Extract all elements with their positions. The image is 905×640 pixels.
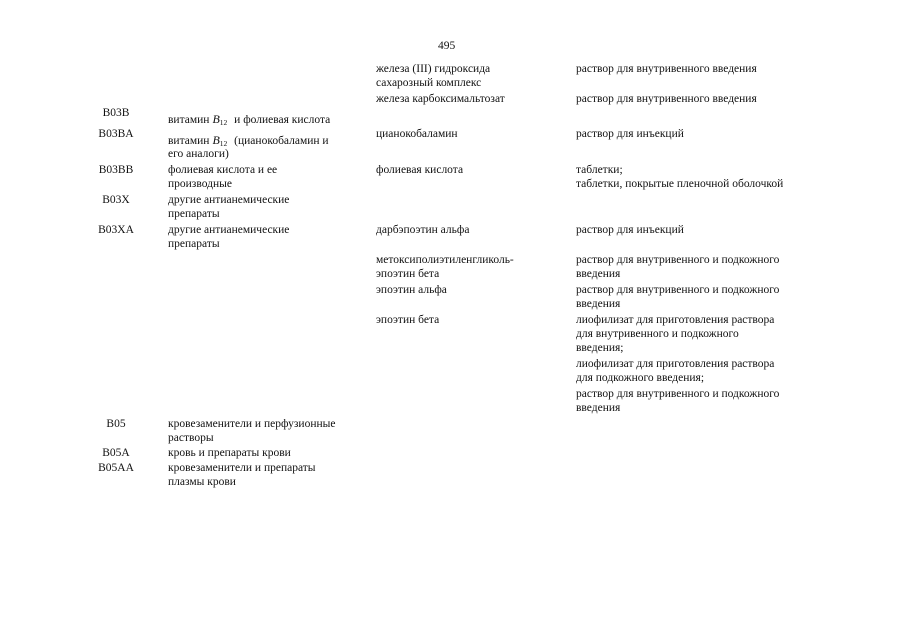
dosage-form: раствор для внутривенного и подкожного	[576, 284, 780, 296]
page-number: 495	[438, 40, 456, 52]
dosage-form: раствор для внутривенного введения	[576, 63, 757, 75]
substance-name: эпоэтин альфа	[376, 284, 447, 296]
atc-group-name: кровь и препараты крови	[168, 447, 291, 459]
dosage-form: введения	[576, 298, 621, 310]
substance-name: цианокобаламин	[376, 128, 458, 140]
name-prefix: витамин	[168, 114, 210, 126]
atc-group-name: кровезаменители и препараты	[168, 462, 316, 474]
dosage-form: лиофилизат для приготовления раствора	[576, 358, 775, 370]
dosage-form: лиофилизат для приготовления раствора	[576, 314, 775, 326]
atc-code: B03X	[102, 194, 130, 206]
atc-group-name-line: производные	[168, 178, 232, 190]
substance-name: фолиевая кислота	[376, 164, 464, 176]
substance-name: сахарозный комплекс	[376, 77, 482, 89]
name-suffix: и фолиевая кислота	[234, 114, 331, 126]
dosage-form: раствор для внутривенного введения	[576, 93, 757, 105]
dosage-form: для подкожного введения;	[576, 372, 705, 384]
dosage-form: введения;	[576, 342, 624, 354]
atc-group-name: другие антианемические	[168, 194, 290, 206]
atc-code: B03B	[102, 107, 130, 119]
atc-group-name: фолиевая кислота и ее	[168, 164, 278, 176]
atc-code: B05A	[102, 447, 130, 459]
substance-name: эпоэтин бета	[376, 314, 440, 326]
name-suffix: (цианокобаламин и	[234, 135, 329, 147]
substance-name: железа карбоксимальтозат	[376, 93, 505, 105]
dosage-form: введения	[576, 402, 621, 414]
atc-group-name-line: растворы	[168, 432, 214, 444]
dosage-form: введения	[576, 268, 621, 280]
dosage-form: таблетки, покрытые пленочной оболочкой	[576, 178, 784, 190]
vitamin-subscript: 12	[219, 118, 228, 127]
atc-code: B03BA	[98, 128, 134, 140]
atc-group-name: другие антианемические	[168, 224, 290, 236]
atc-group-name-line: препараты	[168, 238, 220, 250]
substance-name: железа (III) гидроксида	[376, 63, 491, 75]
substance-name: дарбэпоэтин альфа	[376, 224, 470, 236]
atc-code: B03XA	[98, 224, 134, 236]
dosage-form: раствор для внутривенного и подкожного	[576, 254, 780, 266]
substance-name: метоксиполиэтиленгликоль-	[376, 254, 514, 266]
dosage-form: для внутривенного и подкожного	[576, 328, 739, 340]
atc-group-name	[168, 113, 330, 130]
atc-group-name-line: его аналоги)	[168, 148, 229, 160]
vitamin-symbol: B	[212, 112, 220, 126]
dosage-form: таблетки;	[576, 164, 623, 176]
name-prefix: витамин	[168, 135, 210, 147]
atc-code: B03BB	[98, 164, 134, 176]
atc-group-name: кровезаменители и перфузионные	[168, 418, 336, 430]
atc-code: B05AA	[98, 462, 134, 474]
dosage-form: раствор для инъекций	[576, 128, 684, 140]
substance-name: эпоэтин бета	[376, 268, 440, 280]
atc-group-name-line: плазмы крови	[168, 476, 236, 488]
atc-code: B05	[106, 418, 126, 430]
dosage-form: раствор для внутривенного и подкожного	[576, 388, 780, 400]
vitamin-subscript: 12	[219, 139, 228, 148]
dosage-form: раствор для инъекций	[576, 224, 684, 236]
atc-group-name-line: препараты	[168, 208, 220, 220]
vitamin-symbol: B	[212, 133, 220, 147]
